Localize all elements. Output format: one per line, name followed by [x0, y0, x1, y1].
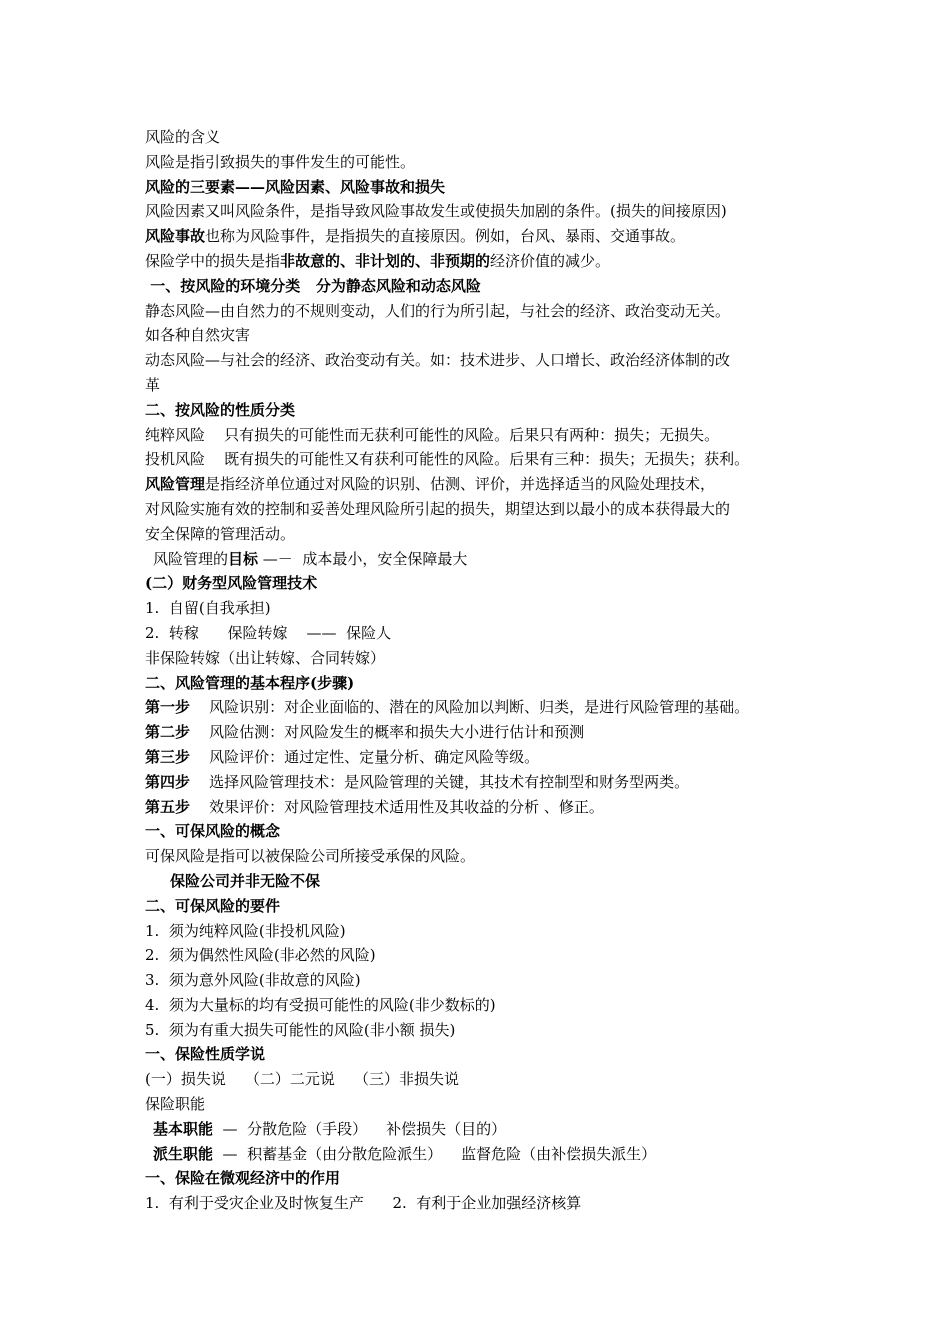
text-run: 1. 自留(自我承担): [145, 599, 271, 618]
text-line: [145, 274, 825, 299]
bold-text-run: 二、可保风险的要件: [145, 896, 281, 915]
text-run: — 积蓄基金（由分散危险派生） 监督危险（由补偿损失派生）: [213, 1144, 657, 1163]
text-run: 动态风险—与社会的经济、政治变动有关。如：技术进步、人口增长、政治经济体制的改: [145, 351, 731, 370]
text-run: — 分散危险（手段） 补偿损失（目的）: [213, 1119, 507, 1138]
text-line: [145, 224, 825, 249]
text-run: 经济价值的减少。: [490, 251, 611, 270]
bold-text-run: (二）财务型风险管理技术: [145, 574, 318, 593]
text-run: 风险管理的: [153, 549, 229, 568]
document-body: [145, 125, 825, 1216]
bold-text-run: 基本职能: [153, 1119, 214, 1138]
text-run: 对风险实施有效的控制和妥善处理风险所引起的损失，期望达到以最小的成本获得最大的: [145, 499, 731, 518]
bold-text-run: 一、可保风险的概念: [145, 822, 281, 841]
text-run: 保险职能: [145, 1095, 206, 1114]
text-line: [145, 621, 825, 646]
bold-text-run: 一、保险性质学说: [145, 1045, 266, 1064]
text-run: 风险评价：通过定性、定量分析、确定风险等级。: [190, 747, 540, 766]
text-run: —－ 成本最小，安全保障最大: [258, 549, 468, 568]
bold-text-run: 第三步: [145, 747, 191, 766]
text-run: 革: [145, 375, 161, 394]
bold-text-run: 派生职能: [153, 1144, 214, 1163]
text-run: 保险学中的损失是指: [145, 251, 281, 270]
text-line: [145, 1092, 825, 1117]
text-line: [145, 1166, 825, 1191]
text-run: 非保险转嫁（出让转嫁、合同转嫁）: [145, 648, 386, 667]
text-line: [145, 1191, 825, 1216]
bold-text-run: 一、按风险的环境分类 分为静态风险和动态风险: [145, 276, 481, 295]
bold-text-run: 风险的三要素——风险因素、风险事故和损失: [145, 177, 446, 196]
bold-text-run: 非故意的、非计划的、非预期的: [280, 251, 491, 270]
text-line: [145, 299, 825, 324]
text-line: [145, 398, 825, 423]
text-line: [145, 497, 825, 522]
text-line: [145, 745, 825, 770]
bold-text-run: 第五步: [145, 797, 191, 816]
bold-text-run: 第一步: [145, 698, 191, 717]
text-run: 安全保障的管理活动。: [145, 524, 296, 543]
text-run: 风险是指引致损失的事件发生的可能性。: [145, 152, 416, 171]
text-run: 是指经济单位通过对风险的识别、估测、评价，并选择适当的风险处理技术，: [205, 475, 716, 494]
text-line: [145, 125, 825, 150]
bold-text-run: 保险公司并非无险不保: [170, 871, 321, 890]
text-run: 风险因素又叫风险条件，是指导致风险事故发生或使损失加剧的条件。(损失的间接原因): [145, 202, 727, 221]
text-line: [145, 150, 825, 175]
bold-text-run: 风险事故: [145, 227, 206, 246]
text-line: [145, 522, 825, 547]
bold-text-run: 第二步: [145, 723, 191, 742]
text-line: [145, 175, 825, 200]
text-line: [145, 373, 825, 398]
text-line: [145, 720, 825, 745]
text-line: [145, 695, 825, 720]
text-line: [145, 323, 825, 348]
text-line: [145, 943, 825, 968]
text-run: 5. 须为有重大损失可能性的风险(非小额 损失): [145, 1020, 456, 1039]
text-line: [145, 919, 825, 944]
bold-text-run: 目标: [228, 549, 259, 568]
text-line: [145, 968, 825, 993]
text-run: 可保风险是指可以被保险公司所接受承保的风险。: [145, 847, 476, 866]
text-run: 风险识别：对企业面临的、潜在的风险加以判断、归类，是进行风险管理的基础。: [190, 698, 750, 717]
text-line: [145, 547, 825, 572]
text-line: [145, 199, 825, 224]
text-run: 1. 须为纯粹风险(非投机风险): [145, 921, 346, 940]
text-line: [145, 894, 825, 919]
text-line: [145, 795, 825, 820]
text-run: 2. 转稼 保险转嫁 —— 保险人: [145, 623, 392, 642]
bold-text-run: 风险管理: [145, 475, 206, 494]
text-line: [145, 844, 825, 869]
text-run: 投机风险 既有损失的可能性又有获利可能性的风险。后果有三种：损失；无损失；获利。: [145, 450, 750, 469]
bold-text-run: 二、按风险的性质分类: [145, 400, 296, 419]
text-line: [145, 1042, 825, 1067]
text-run: 如各种自然灾害: [145, 326, 251, 345]
text-run: 1. 有利于受灾企业及时恢复生产 2. 有利于企业加强经济核算: [145, 1194, 582, 1213]
text-line: [145, 472, 825, 497]
text-run: 4. 须为大量标的均有受损可能性的风险(非少数标的): [145, 995, 496, 1014]
text-line: [145, 646, 825, 671]
text-run: (一）损失说 （二）二元说 （三）非损失说: [145, 1070, 459, 1089]
text-line: [145, 993, 825, 1018]
text-run: 2. 须为偶然性风险(非必然的风险): [145, 946, 376, 965]
bold-text-run: 第四步: [145, 772, 191, 791]
text-line: [145, 1018, 825, 1043]
text-run: 风险的含义: [145, 128, 221, 146]
bold-text-run: 一、保险在微观经济中的作用: [145, 1169, 341, 1188]
text-line: [145, 770, 825, 795]
text-run: 风险估测：对风险发生的概率和损失大小进行估计和预测: [190, 723, 585, 742]
text-run: 3. 须为意外风险(非故意的风险): [145, 971, 361, 990]
text-line: [145, 423, 825, 448]
text-run: 静态风险—由自然力的不规则变动，人们的行为所引起，与社会的经济、政治变动无关。: [145, 301, 731, 320]
text-line: [145, 348, 825, 373]
text-line: [145, 1117, 825, 1142]
text-line: [145, 596, 825, 621]
bold-text-run: 二、风险管理的基本程序(步骤): [145, 673, 355, 692]
text-run: 也称为风险事件，是指损失的直接原因。例如，台风、暴雨、交通事故。: [205, 227, 686, 246]
text-line: [145, 819, 825, 844]
text-run: 纯粹风险 只有损失的可能性而无获利可能性的风险。后果只有两种：损失；无损失。: [145, 425, 720, 444]
text-line: [145, 447, 825, 472]
text-run: 选择风险管理技术：是风险管理的关键，其技术有控制型和财务型两类。: [190, 772, 690, 791]
text-line: [145, 869, 825, 894]
text-line: [145, 1067, 825, 1092]
text-line: [145, 1142, 825, 1167]
text-line: [145, 571, 825, 596]
text-line: [145, 671, 825, 696]
text-run: 效果评价：对风险管理技术适用性及其收益的分析 、修正。: [190, 797, 604, 816]
text-line: [145, 249, 825, 274]
